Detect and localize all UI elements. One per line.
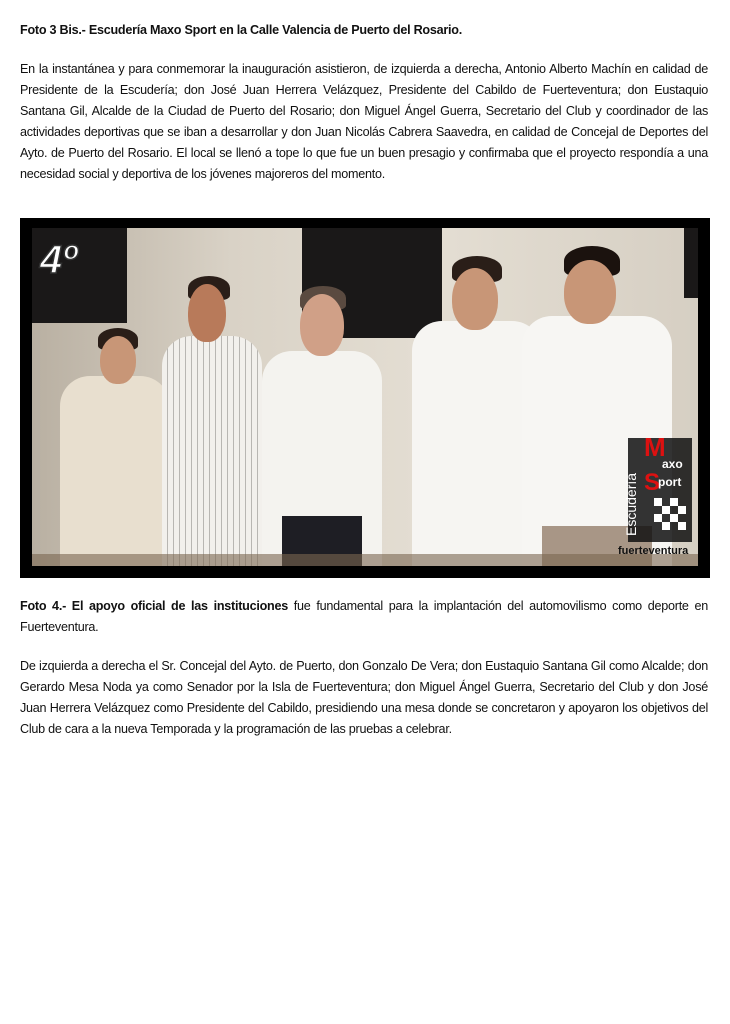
svg-text:Escudería: Escudería	[623, 472, 639, 536]
photo-image	[32, 228, 698, 566]
svg-text:port: port	[658, 475, 682, 489]
photo-3-caption	[20, 20, 708, 41]
caption-bold: Foto 4.- El apoyo oficial de las instituciones	[20, 599, 288, 613]
caption-rest: fue fundamental para la implantación del automovilismo como deporte en Fuerteventura.	[20, 599, 708, 634]
svg-text:fuerteventura: fuerteventura	[618, 545, 689, 557]
svg-text:S: S	[644, 469, 661, 496]
photo-4-caption	[20, 596, 708, 638]
svg-text:M: M	[644, 438, 666, 462]
caption-bold: Foto 3 Bis.- Escudería Maxo Sport en la Calle Valencia de Puerto del Rosario.	[20, 23, 462, 37]
photo-number-badge: 4º	[40, 238, 77, 282]
photo-3-description: En la instantánea y para conmemorar la inauguración asistieron, de izquierda a derecha, Antonio Alberto Machín en calidad de Presidente de la Escudería; don José Juan Herrera Velázquez, Presidente del Cabildo de Fuerteventura; don Eustaquio Santana Gil, Alcalde de la Ciudad de Puerto del Rosario; don Miguel Ángel Guerra, Secretario del Club y coordinador de las actividades deportivas que se iban a desarrollar y don Juan Nicolás Cabrera Saavedra, en calidad de Concejal de Deportes del Ayto. de Puerto del Rosario. El local se llenó a tope lo que fue un buen presagio y confirmaba que el proyecto respondía a una necesidad social y deportiva de los jóvenes majoreros del momento.	[20, 62, 708, 181]
svg-text:axo: axo	[662, 457, 683, 471]
photo-4-description: De izquierda a derecha el Sr. Concejal del Ayto. de Puerto, don Gonzalo De Vera; don Eustaquio Santana Gil como Alcalde; don Gerardo Mesa Noda ya como Senador por la Isla de Fuerteventura; don Miguel Ángel Guerra, Secretario del Club y don José Juan Herrera Velázquez como Presidente del Cabildo, presidiendo una mesa donde se concretaron y apoyaron los objetivos del Club de cara a la nueva Temporada y la programación de las pruebas a celebrar.	[20, 659, 708, 736]
photo-inauguration	[20, 218, 710, 578]
escuderia-maxo-sport-logo	[614, 438, 692, 558]
